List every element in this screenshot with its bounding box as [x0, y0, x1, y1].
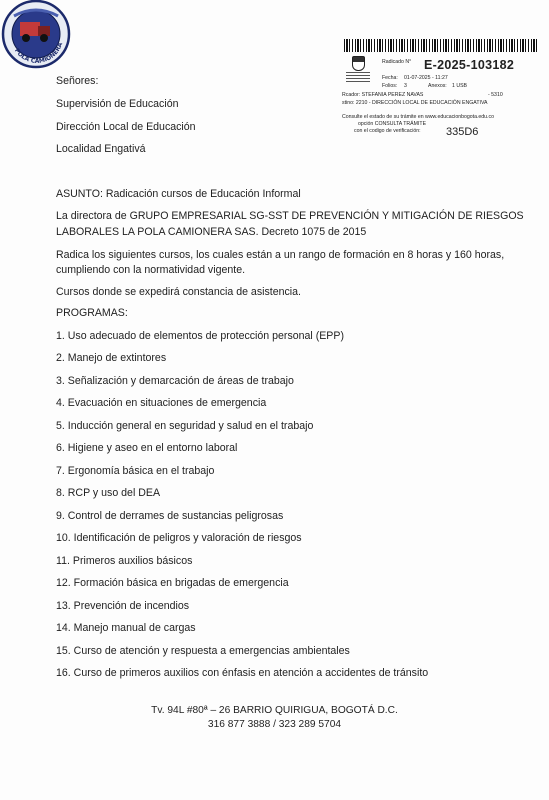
- program-item: 15. Curso de atención y respuesta a emergencias ambientales: [56, 645, 350, 657]
- verification-code: 335D6: [446, 126, 479, 138]
- program-item: 11. Primeros auxilios básicos: [56, 555, 193, 567]
- radica-line-2: cumpliendo con la normatividad vigente.: [56, 264, 246, 276]
- intro-line-1: La directora de GRUPO EMPRESARIAL SG-SST DE PREVENCIÓN Y MITIGACIÓN DE RIESGOS: [56, 210, 524, 222]
- radicador-name: Rcador: STEFANIA PEREZ NAVAS: [342, 92, 424, 98]
- fecha-value: 01-07-2025 - 11:27: [404, 75, 448, 81]
- program-item: 13. Prevención de incendios: [56, 600, 190, 612]
- subject-line: ASUNTO: Radicación cursos de Educación Informal: [56, 188, 301, 200]
- program-item: 8. RCP y uso del DEA: [56, 487, 161, 499]
- bogota-crest-icon: [344, 56, 372, 86]
- folios-value: 3: [404, 83, 407, 89]
- radicado-label: Radicado N°: [382, 59, 412, 65]
- constancia-line: Cursos donde se expedirá constancia de asistencia.: [56, 286, 301, 298]
- svg-text:POLA CAMIONERA: POLA CAMIONERA: [12, 41, 65, 65]
- program-item: 9. Control de derrames de sustancias peligrosas: [56, 510, 284, 522]
- footer-address: Tv. 94L #80ª – 26 BARRIO QUIRIGUA, BOGOTÁ D.C.: [151, 705, 398, 716]
- program-item: 14. Manejo manual de cargas: [56, 622, 196, 634]
- program-item: 10. Identificación de peligros y valoración de riesgos: [56, 532, 302, 544]
- folios-label: Folios:: [382, 83, 398, 89]
- consulta-line-3: con el codigo de verificación:: [354, 128, 421, 134]
- anexos-label: Anexos:: [428, 83, 447, 89]
- radicado-number: E-2025-103182: [424, 58, 515, 72]
- program-item: 12. Formación básica en brigadas de emergencia: [56, 577, 289, 589]
- intro-line-2: LABORALES LA POLA CAMIONERA SAS. Decreto 1075 de 2015: [56, 226, 367, 238]
- program-item: 1. Uso adecuado de elementos de protección personal (EPP): [56, 330, 344, 342]
- fecha-label: Fecha:: [382, 75, 398, 81]
- program-item: 2. Manejo de extintores: [56, 352, 167, 364]
- radica-line-1: Radica los siguientes cursos, los cuales están a un rango de formación en 8 horas y 160 horas,: [56, 249, 505, 261]
- program-item: 16. Curso de primeros auxilios con énfasis en atención a accidentes de tránsito: [56, 667, 429, 679]
- recipient-line: Supervisión de Educación: [56, 98, 179, 110]
- anexos-value: 1 USB: [452, 83, 467, 89]
- barcode: [344, 39, 539, 52]
- consulta-line-1: Consulte el estado de su trámite en www.educacionbogota.edu.co: [342, 114, 494, 120]
- radicador-code: - 5310: [488, 92, 503, 98]
- consulta-line-2: opción CONSULTA TRÁMITE: [358, 121, 427, 127]
- footer-phones: 316 877 3888 / 323 289 5704: [207, 719, 342, 730]
- radicado-stamp: [338, 36, 541, 142]
- program-item: 5. Inducción general en seguridad y salud en el trabajo: [56, 420, 314, 432]
- program-item: 4. Evacuación en situaciones de emergencia: [56, 397, 267, 409]
- program-item: 7. Ergonomía básica en el trabajo: [56, 465, 215, 477]
- recipient-line: Dirección Local de Educación: [56, 121, 196, 133]
- program-item: 3. Señalización y demarcación de áreas de trabajo: [56, 375, 294, 387]
- company-seal-logo: [0, 0, 72, 72]
- salutation: Señores:: [56, 75, 99, 87]
- destino-text: stino: 2210 - DIRECCIÓN LOCAL DE EDUCACIÓN ENGATIVA: [342, 100, 488, 106]
- programas-title: PROGRAMAS:: [56, 307, 128, 319]
- program-item: 6. Higiene y aseo en el entorno laboral: [56, 442, 238, 454]
- recipient-line: Localidad Engativá: [56, 143, 146, 155]
